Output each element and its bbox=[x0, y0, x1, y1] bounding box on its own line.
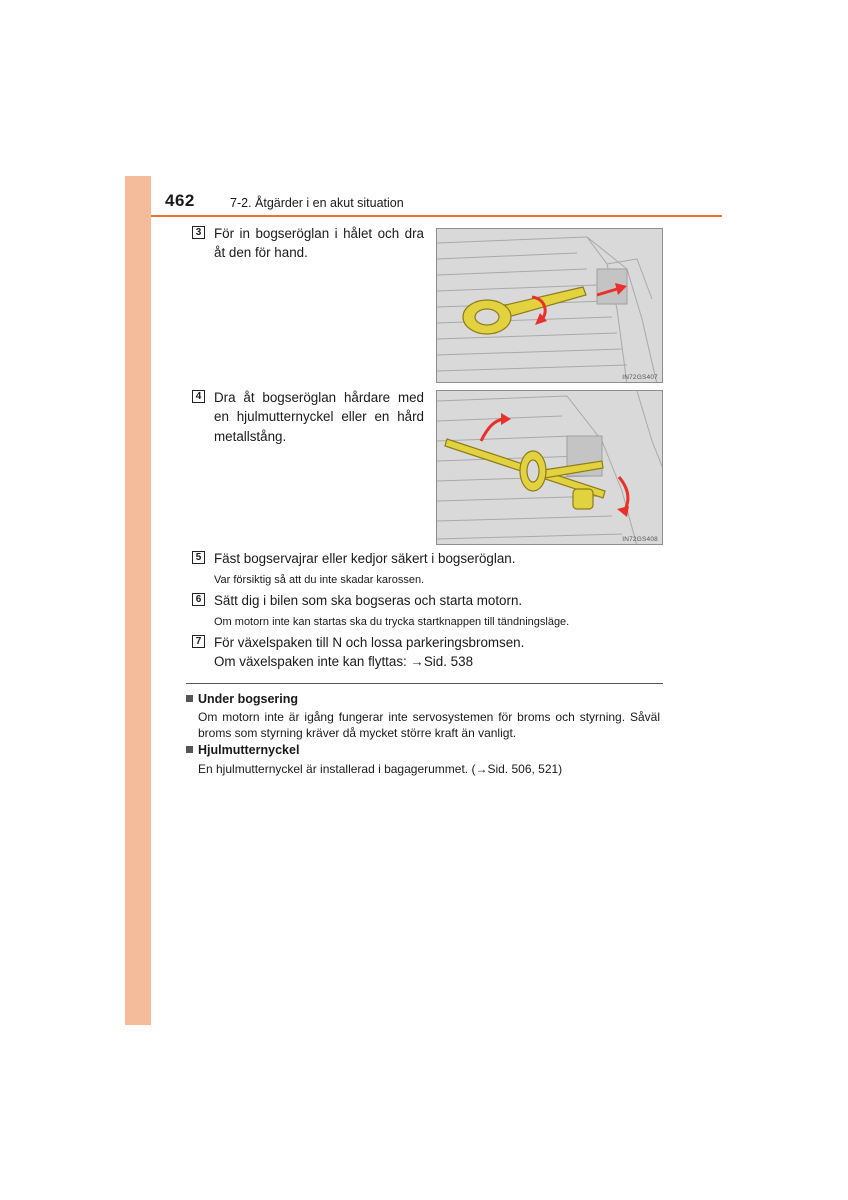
figure-code: IN72GS407 bbox=[622, 374, 658, 381]
step-number-badge: 4 bbox=[192, 390, 205, 403]
step-number-badge: 7 bbox=[192, 635, 205, 648]
step-5-note: Var försiktig så att du inte skadar karossen. bbox=[214, 574, 425, 586]
step-number-badge: 6 bbox=[192, 593, 205, 606]
square-bullet-icon bbox=[186, 746, 193, 753]
figure-code: IN72GS408 bbox=[622, 536, 658, 543]
square-bullet-icon bbox=[186, 695, 193, 702]
step-text: Fäst bogservajrar eller kedjor säkert i bogseröglan. bbox=[214, 551, 516, 566]
step-text: Dra åt bogseröglan hårdare med en hjulmutternyckel eller en hård metallstång. bbox=[214, 390, 424, 444]
header-rule bbox=[151, 215, 722, 217]
info-heading-text: Hjulmutternyckel bbox=[198, 743, 300, 757]
info-heading-wheel-nut-wrench bbox=[186, 743, 299, 757]
info-body-under-towing: Om motorn inte är igång fungerar inte servosystemen för broms och styrning. Såväl broms som styrning kräver då mycket större kraft än vanligt. bbox=[198, 710, 660, 740]
section-divider bbox=[186, 683, 663, 684]
figure-insert-towing-eye bbox=[436, 228, 663, 383]
towing-eye-illustration bbox=[437, 229, 663, 383]
step-number-badge: 3 bbox=[192, 226, 205, 239]
section-title: 7-2. Åtgärder i en akut situation bbox=[230, 196, 404, 210]
step-text: För in bogseröglan i hålet och dra åt den för hand. bbox=[214, 226, 424, 261]
step-6-note: Om motorn inte kan startas ska du trycka startknappen till tändningsläge. bbox=[214, 616, 570, 628]
info-body-wheel-nut-wrench: En hjulmutternyckel är installerad i bagagerummet. (→Sid. 506, 521) bbox=[198, 762, 563, 776]
step-number-badge: 5 bbox=[192, 551, 205, 564]
step-text: Sätt dig i bilen som ska bogseras och starta motorn. bbox=[214, 593, 523, 608]
page-number: 462 bbox=[165, 191, 195, 210]
step-text: För växelspaken till N och lossa parkeringsbromsen. bbox=[214, 635, 525, 650]
info-heading-text: Under bogsering bbox=[198, 692, 299, 706]
step-text-continued: Om växelspaken inte kan flyttas: →Sid. 538 bbox=[214, 654, 474, 669]
chapter-side-bar bbox=[125, 176, 151, 1025]
info-heading-under-towing bbox=[186, 692, 298, 706]
wrench-tightening-illustration bbox=[437, 391, 663, 545]
figure-tighten-towing-eye bbox=[436, 390, 663, 545]
